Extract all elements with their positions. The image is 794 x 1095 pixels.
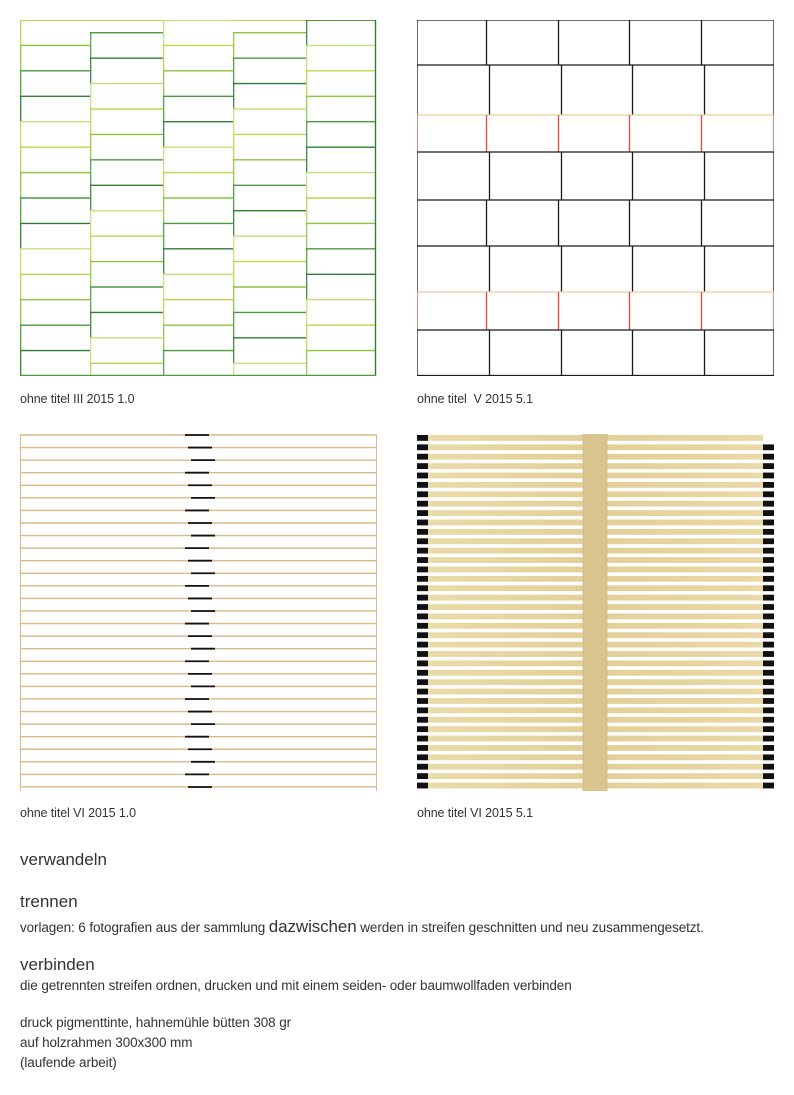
artwork-ohne-titel-iii (20, 20, 377, 376)
slat-end (763, 482, 774, 488)
slat-end (417, 764, 428, 770)
slat-end (763, 614, 774, 620)
slat-end (763, 764, 774, 770)
slat-end (763, 745, 774, 751)
slat-end (763, 595, 774, 601)
slat-end (763, 473, 774, 479)
slat-end (417, 745, 428, 751)
slat-end (417, 689, 428, 695)
slat-end (417, 726, 428, 732)
slat-end (763, 491, 774, 497)
artwork-ohne-titel-v (417, 20, 774, 376)
slat-end (417, 538, 428, 544)
detail-material: druck pigmenttinte, hahnemühle bütten 308 gr (20, 1015, 292, 1030)
slat-end (417, 623, 428, 629)
slat-end (417, 557, 428, 563)
slat-end (763, 698, 774, 704)
slat-end (763, 773, 774, 779)
slat-end (763, 736, 774, 742)
slat-end (417, 463, 428, 469)
slat-end (763, 444, 774, 450)
slat-end (417, 435, 428, 441)
slat-end (417, 773, 428, 779)
slat-end (763, 707, 774, 713)
section-heading-verbinden: verbinden (20, 955, 95, 974)
artwork-caption: ohne titel V 2015 5.1 (417, 392, 533, 406)
slat-end (417, 529, 428, 535)
slat-end (763, 632, 774, 638)
slat-end (763, 642, 774, 648)
slat-end (417, 783, 428, 789)
slat-end (763, 717, 774, 723)
slat-end (417, 585, 428, 591)
slat-end (417, 520, 428, 526)
section-heading-trennen: trennen (20, 892, 78, 911)
section-text-trennen: vorlagen: 6 fotografien aus der sammlung dazwischen werden in streifen geschnitten und neu zusammengesetzt. (20, 917, 704, 936)
slat-end (417, 754, 428, 760)
slat-end (763, 454, 774, 460)
slat-end (417, 510, 428, 516)
slat-end (763, 670, 774, 676)
slat-end (417, 614, 428, 620)
slat-end (763, 689, 774, 695)
artwork-caption: ohne titel III 2015 1.0 (20, 392, 135, 406)
slat-end (763, 529, 774, 535)
slat-end (763, 604, 774, 610)
slat-end (763, 679, 774, 685)
slat-end (763, 557, 774, 563)
slat-end (417, 482, 428, 488)
slat-end (417, 717, 428, 723)
slat-end (417, 642, 428, 648)
slat-end (417, 698, 428, 704)
collection-name: dazwischen (268, 917, 357, 936)
slat-end (417, 679, 428, 685)
artwork-ohne-titel-vi-5 (417, 434, 774, 791)
slat-end (417, 736, 428, 742)
slat-end (417, 473, 428, 479)
slat-end (417, 670, 428, 676)
slat-end (763, 576, 774, 582)
slat-end (417, 660, 428, 666)
slat-end (763, 726, 774, 732)
slat-end (763, 501, 774, 507)
slat-end (417, 548, 428, 554)
slat-end (763, 510, 774, 516)
slat-end (763, 538, 774, 544)
slat-end (763, 463, 774, 469)
slat-end (763, 660, 774, 666)
slat-end (763, 548, 774, 554)
artwork-caption: ohne titel VI 2015 1.0 (20, 806, 136, 820)
slat-end (417, 604, 428, 610)
slat-end (417, 707, 428, 713)
slat-end (763, 567, 774, 573)
slat-end (417, 501, 428, 507)
page-title: verwandeln (20, 850, 107, 869)
slat-end (763, 623, 774, 629)
artwork-ohne-titel-vi-1 (20, 434, 377, 791)
slat-end (417, 567, 428, 573)
slat-end (763, 754, 774, 760)
slat-end (763, 651, 774, 657)
slat-end (763, 520, 774, 526)
slat-end (763, 585, 774, 591)
detail-frame: auf holzrahmen 300x300 mm (20, 1035, 193, 1050)
slat-end (417, 632, 428, 638)
artwork-caption: ohne titel VI 2015 5.1 (417, 806, 533, 820)
section-text-verbinden: die getrennten streifen ordnen, drucken und mit einem seiden- oder baumwollfaden verbinden (20, 978, 572, 993)
slat-end (417, 595, 428, 601)
slat-end (417, 576, 428, 582)
slat-end (417, 454, 428, 460)
slat-end (417, 651, 428, 657)
vertical-board (583, 434, 607, 791)
slat-end (417, 444, 428, 450)
slat-end (763, 783, 774, 789)
detail-status: (laufende arbeit) (20, 1055, 117, 1070)
slat-end (417, 491, 428, 497)
